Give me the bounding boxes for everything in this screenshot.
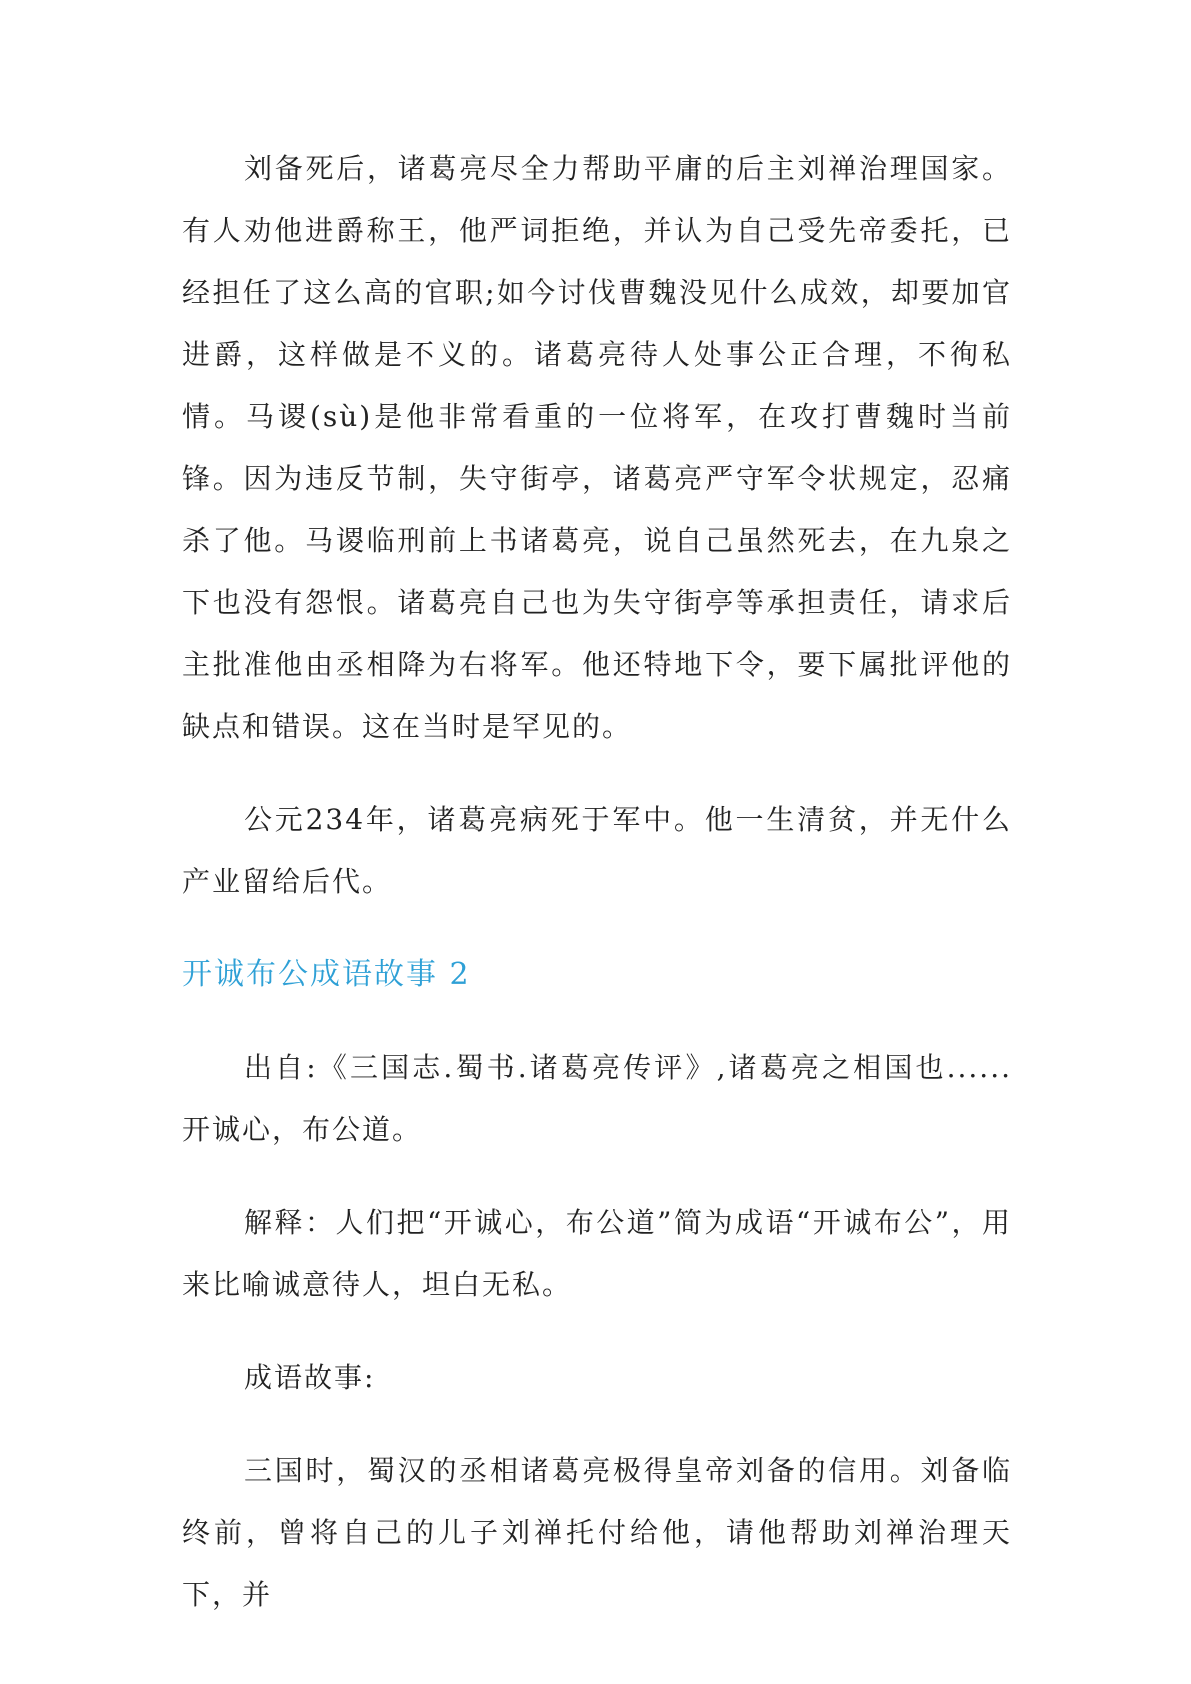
paragraph-story-body: 三国时，蜀汉的丞相诸葛亮极得皇帝刘备的信用。刘备临终前，曾将自己的儿子刘禅托付给他，请他帮助刘禅治理天下，并 (182, 1454, 1012, 1611)
paragraph-liu-bei-death: 刘备死后，诸葛亮尽全力帮助平庸的后主刘禅治理国家。有人劝他进爵称王，他严词拒绝，并认为自己受先帝委托，已经担任了这么高的官职;如今讨伐曹魏没见什么成效，却要加官进爵，这样做是不义的。诸葛亮待人处事公正合理，不徇私情。马谡(sù)是他非常看重的一位将军，在攻打曹魏时当前锋。因为违反节制，失守街亭，诸葛亮严守军令状规定，忍痛杀了他。马谡临刑前上书诸葛亮，说自己虽然死去，在九泉之下也没有怨恨。诸葛亮自己也为失守街亭等承担责任，请求后主批准他由丞相降为右将军。他还特地下令，要下属批评他的缺点和错误。这在当时是罕见的。 (182, 152, 1012, 743)
section-heading: 开诚布公成语故事 2 (182, 957, 471, 992)
paragraph-explanation: 解释：人们把“开诚心，布公道”简为成语“开诚布公”，用来比喻诚意待人，坦白无私。 (182, 1206, 1012, 1301)
document-page (182, 138, 1012, 1626)
paragraph-zhuge-liang-death: 公元234年，诸葛亮病死于军中。他一生清贫，并无什么产业留给后代。 (182, 803, 1012, 898)
paragraph-source: 出自:《三国志.蜀书.诸葛亮传评》,诸葛亮之相国也......开诚心，布公道。 (182, 1051, 1012, 1146)
paragraph-story-label: 成语故事: (244, 1361, 376, 1394)
paragraph-gap (182, 1409, 1012, 1440)
paragraph-gap (182, 1316, 1012, 1347)
paragraph-gap (182, 913, 1012, 944)
paragraph-gap (182, 1161, 1012, 1192)
paragraph-gap (182, 758, 1012, 789)
paragraph-gap (182, 1006, 1012, 1037)
